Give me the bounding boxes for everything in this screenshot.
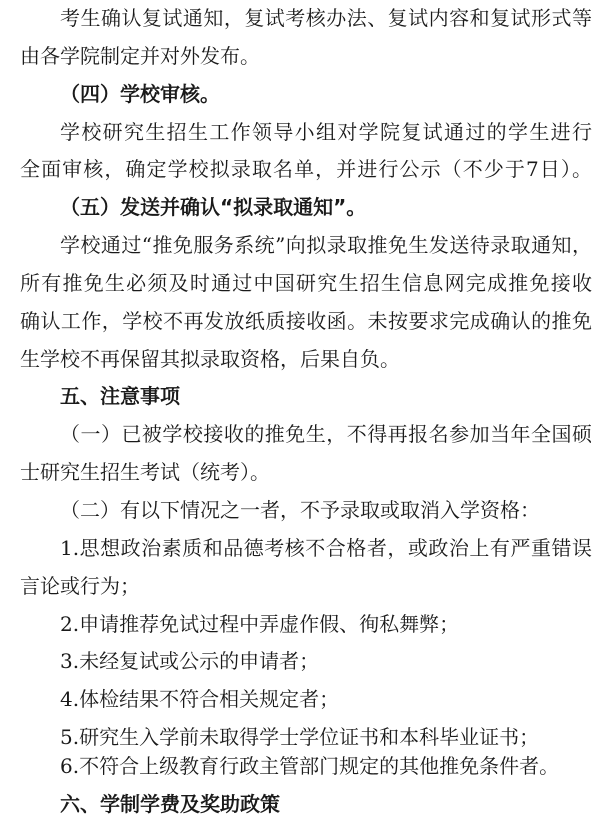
paragraph-line: 所有推免生必须及时通过中国研究生招生信息网完成推免接收 [20, 270, 592, 295]
paragraph-line: （二）有以下情况之一者，不予录取或取消入学资格： [60, 498, 540, 523]
list-item: 4.体检结果不符合相关规定者； [60, 687, 340, 712]
paragraph-line: 由各学院制定并对外发布。 [20, 43, 260, 68]
list-item: 5.研究生入学前未取得学士学位证书和本科毕业证书； [60, 725, 540, 750]
section-heading-school-review: （四）学校审核。 [60, 81, 220, 106]
section-heading-notes: 五、注意事项 [60, 384, 180, 409]
paragraph-line: 生学校不再保留其拟录取资格，后果自负。 [20, 346, 400, 371]
list-item: 1.思想政治素质和品德考核不合格者，或政治上有严重错误 [60, 535, 592, 560]
list-item: 6.不符合上级教育行政主管部门规定的其他推免条件者。 [60, 754, 560, 778]
paragraph-line: （一）已被学校接收的推免生，不得再报名参加当年全国硕 [60, 422, 592, 447]
paragraph-line: 学校通过“推免服务系统”向拟录取推免生发送待录取通知， [60, 233, 592, 258]
paragraph-line: 士研究生招生考试（统考）。 [20, 460, 270, 485]
paragraph-line: 全面审核，确定学校拟录取名单，并进行公示（不少于7日）。 [20, 157, 592, 182]
paragraph-line: 考生确认复试通知，复试考核办法、复试内容和复试形式等 [60, 6, 592, 30]
paragraph-line: 学校研究生招生工作领导小组对学院复试通过的学生进行 [60, 119, 592, 144]
list-item: 3.未经复试或公示的申请者； [60, 649, 320, 674]
paragraph-line: 确认工作，学校不再发放纸质接收函。未按要求完成确认的推免 [20, 308, 592, 333]
section-heading-tuition: 六、学制学费及奖助政策 [60, 792, 280, 816]
list-item-continuation: 言论或行为； [20, 573, 140, 598]
section-heading-send-notice: （五）发送并确认“拟录取通知”。 [60, 195, 367, 220]
list-item: 2.申请推荐免试过程中弄虚作假、徇私舞弊； [60, 611, 460, 636]
